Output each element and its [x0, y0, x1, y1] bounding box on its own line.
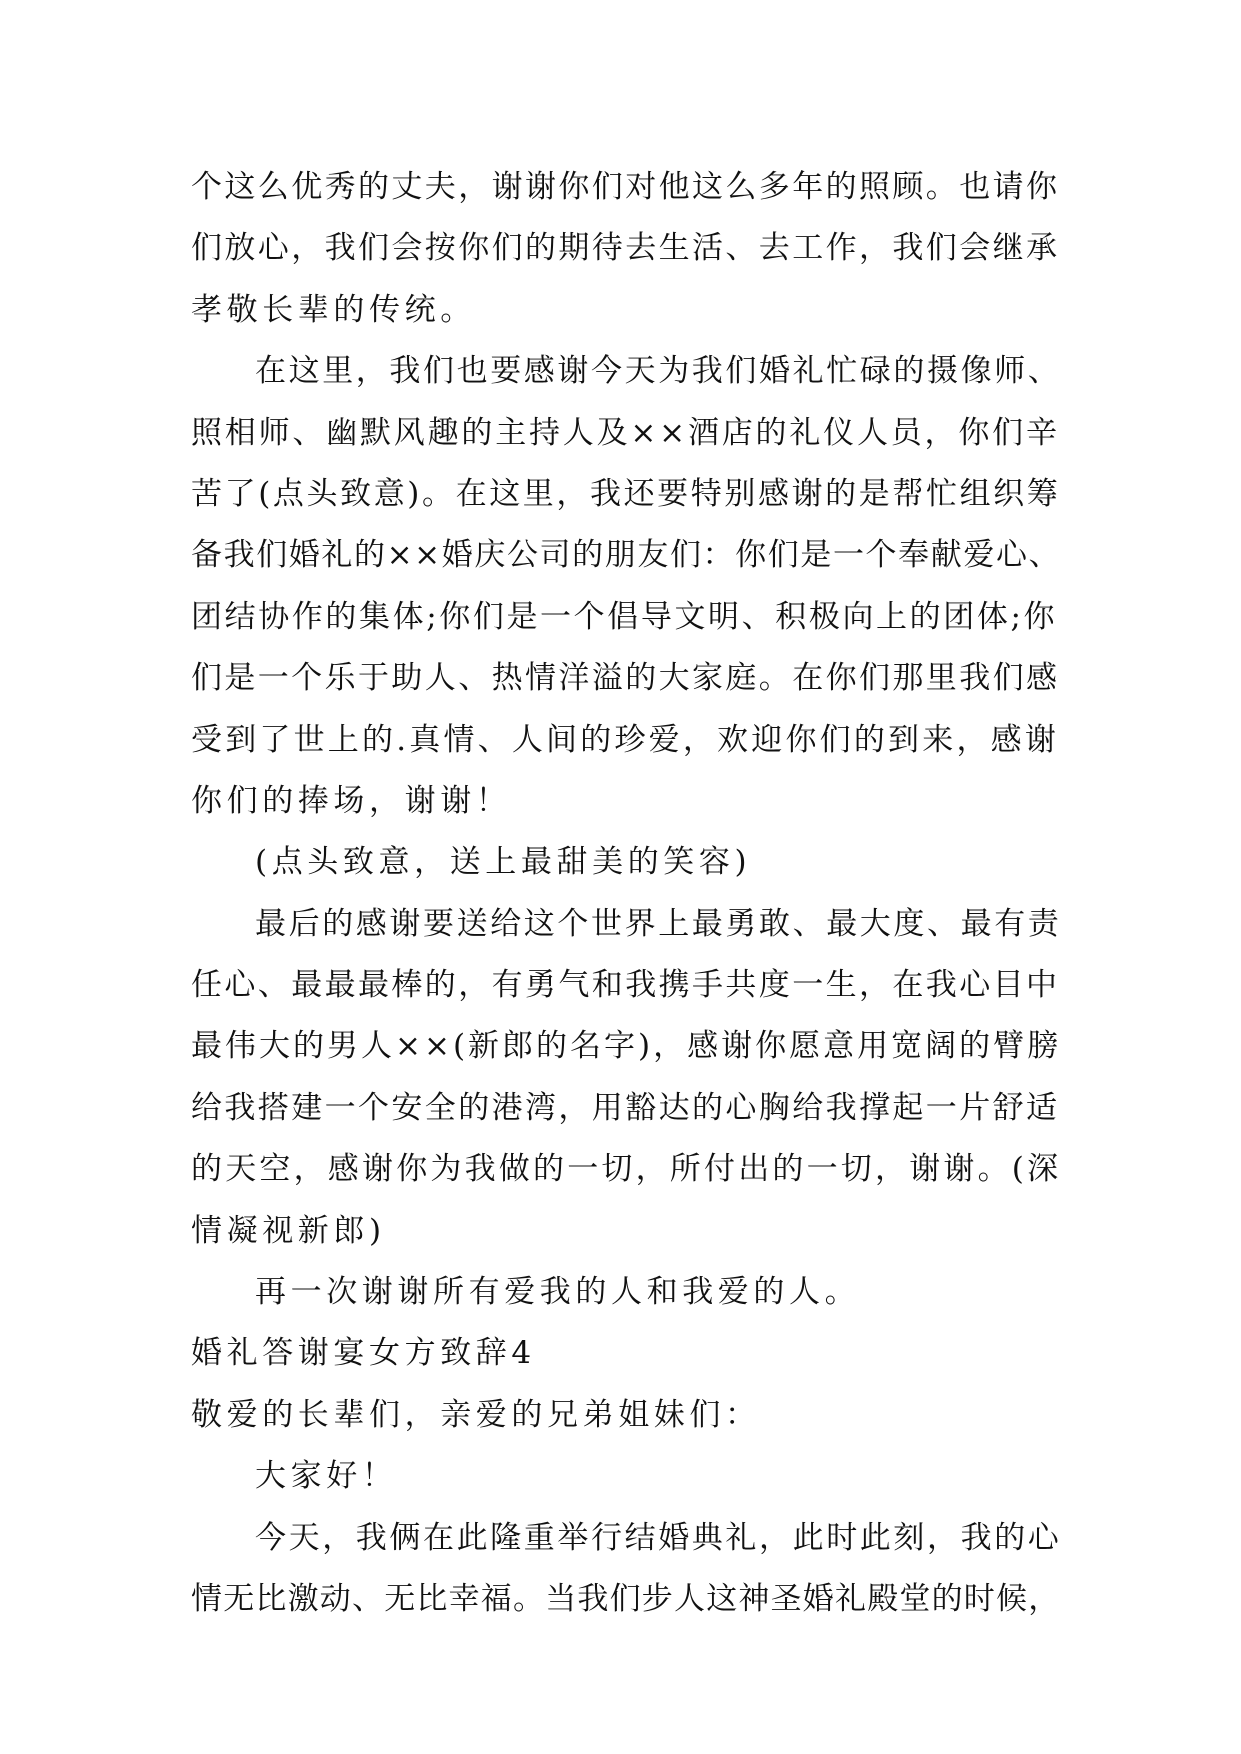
text-line: 们放心，我们会按你们的期待去生活、去工作，我们会继承: [191, 230, 1060, 267]
text-line: 孝敬长辈的传统。: [191, 291, 476, 328]
text-line: 最伟大的男人××(新郎的名字)，感谢你愿意用宽阔的臂膀: [191, 1028, 1062, 1065]
text-line: 今天，我俩在此隆重举行结婚典礼，此时此刻，我的心: [255, 1519, 1062, 1556]
text-line: 受到了世上的.真情、人间的珍爱，欢迎你们的到来，感谢: [191, 721, 1060, 758]
text-line: 给我搭建一个安全的港湾，用豁达的心胸给我撑起一片舒适: [191, 1089, 1060, 1126]
text-line: 任心、最最最棒的，有勇气和我携手共度一生，在我心目中: [191, 967, 1060, 1004]
text-line: 情无比激动、无比幸福。当我们步人这神圣婚礼殿堂的时候，: [191, 1580, 1061, 1617]
text-line: 大家好！: [255, 1458, 398, 1495]
text-line: 敬爱的长辈们，亲爱的兄弟姐妹们：: [191, 1396, 761, 1433]
text-line: 团结协作的集体;你们是一个倡导文明、积极向上的团体;你: [191, 598, 1058, 635]
text-line: 个这么优秀的丈夫，谢谢你们对他这么多年的照顾。也请你: [191, 169, 1060, 205]
text-line: (点头致意，送上最甜美的笑容): [255, 844, 752, 881]
text-line: 的天空，感谢你为我做的一切，所付出的一切，谢谢。(深: [191, 1151, 1062, 1188]
document-body: [191, 157, 1061, 1630]
text-line: 苦了(点头致意)。在这里，我还要特别感谢的是帮忙组织筹: [191, 475, 1061, 512]
text-line: 再一次谢谢所有爱我的人和我爱的人。: [255, 1274, 861, 1311]
text-line: 备我们婚礼的××婚庆公司的朋友们：你们是一个奉献爱心、: [191, 537, 1062, 574]
text-line: 照相师、幽默风趣的主持人及××酒店的礼仪人员，你们辛: [191, 414, 1060, 451]
text-line: 情凝视新郎): [191, 1212, 386, 1249]
text-line: 最后的感谢要送给这个世界上最勇敢、最大度、最有责: [255, 905, 1062, 942]
text-line: 在这里，我们也要感谢今天为我们婚礼忙碌的摄像师、: [255, 353, 1062, 390]
text-line: 婚礼答谢宴女方致辞4: [191, 1335, 536, 1372]
text-line: 们是一个乐于助人、热情洋溢的大家庭。在你们那里我们感: [191, 660, 1060, 697]
text-line: 你们的捧场，谢谢！: [191, 782, 512, 819]
